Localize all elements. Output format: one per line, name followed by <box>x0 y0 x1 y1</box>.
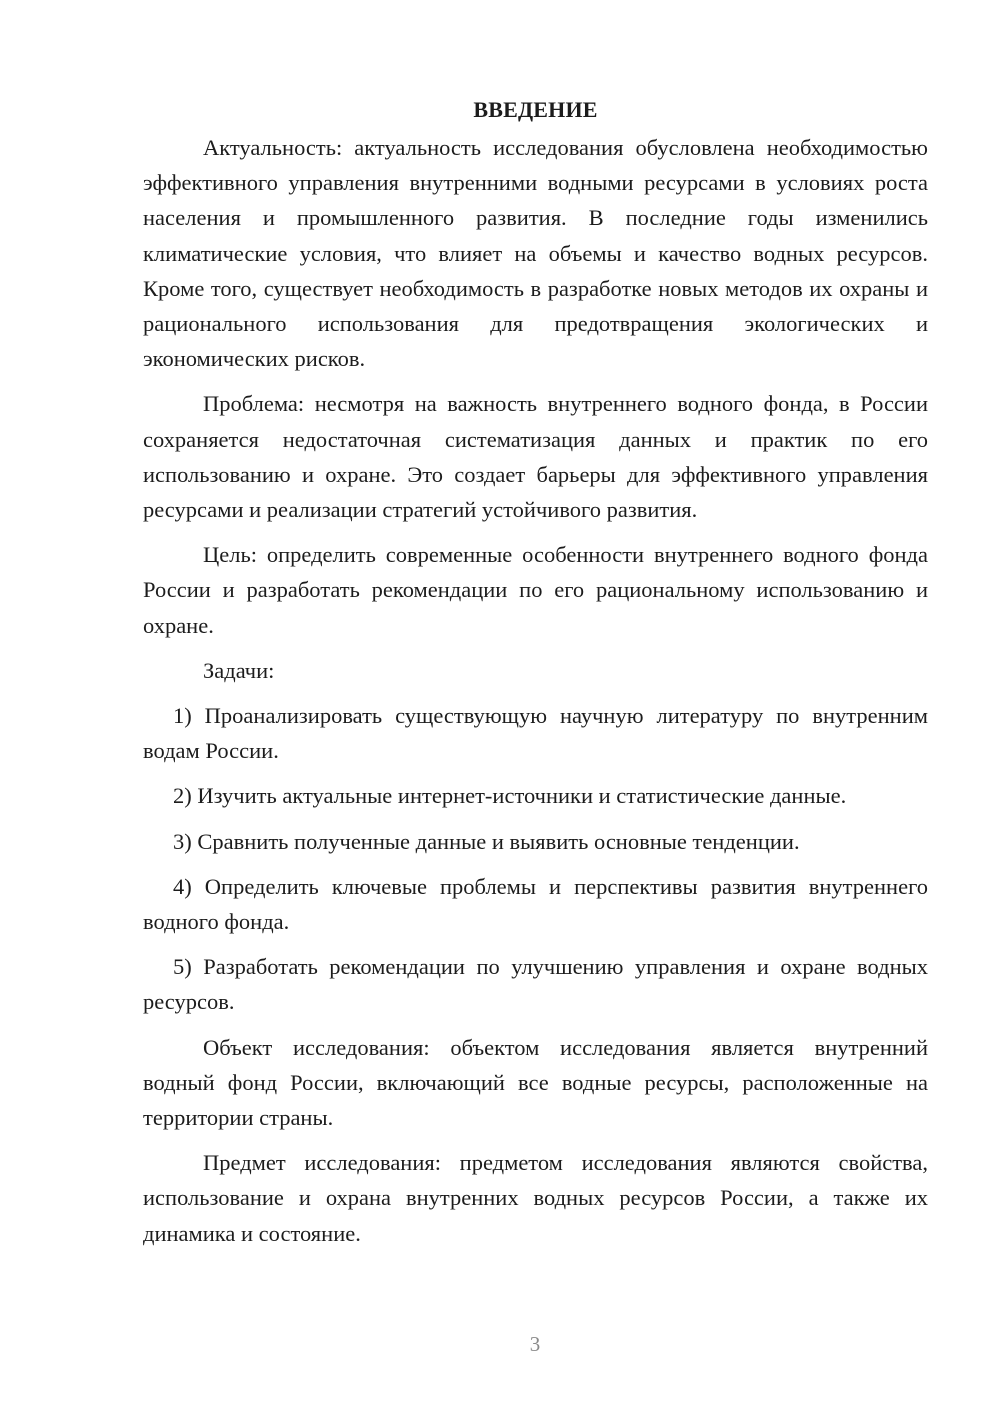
page-content <box>143 92 928 1251</box>
task-item-1: 1) Проанализировать существующую научную литературу по внутренним водам России. <box>143 703 928 764</box>
task-item-2: 2) Изучить актуальные интернет-источники и статистические данные. <box>173 783 847 809</box>
tasks-heading: Задачи: <box>203 657 275 683</box>
task-item-4: 4) Определить ключевые проблемы и перспективы развития внутреннего водного фонда. <box>143 873 928 935</box>
problem-paragraph: Проблема: несмотря на важность внутреннего водного фонда, в России сохраняется недостаточная систематизация данных и практик по его использованию и охране. Это создает барьеры для эффективного управления ресурсами и реализации стратегий устойчивого развития. <box>143 391 928 523</box>
relevance-paragraph: Актуальность: актуальность исследования обусловлена необходимостью эффективного управления внутренними водными ресурсами в условиях роста населения и промышленного развития. В последние годы изменились климатические условия, что влияет на объемы и качество водных ресурсов. Кроме того, существует необходимость в разработке новых методов их охраны и рационального использования для предотвращения экологических и экономических рисков. <box>143 135 928 372</box>
task-item-3: 3) Сравнить полученные данные и выявить основные тенденции. <box>173 828 800 854</box>
task-item-5: 5) Разработать рекомендации по улучшению управления и охране водных ресурсов. <box>143 954 928 1015</box>
subject-paragraph: Предмет исследования: предметом исследования являются свойства, использование и охрана внутренних водных ресурсов России, а также их динамика и состояние. <box>143 1150 928 1246</box>
object-paragraph: Объект исследования: объектом исследования является внутренний водный фонд России, включающий все водные ресурсы, расположенные на территории страны. <box>143 1034 928 1131</box>
section-title: ВВЕДЕНИЕ <box>473 97 598 122</box>
page-number: 3 <box>529 1332 541 1356</box>
goal-paragraph: Цель: определить современные особенности внутреннего водного фонда России и разработать рекомендации по его рациональному использованию и охране. <box>143 542 928 638</box>
